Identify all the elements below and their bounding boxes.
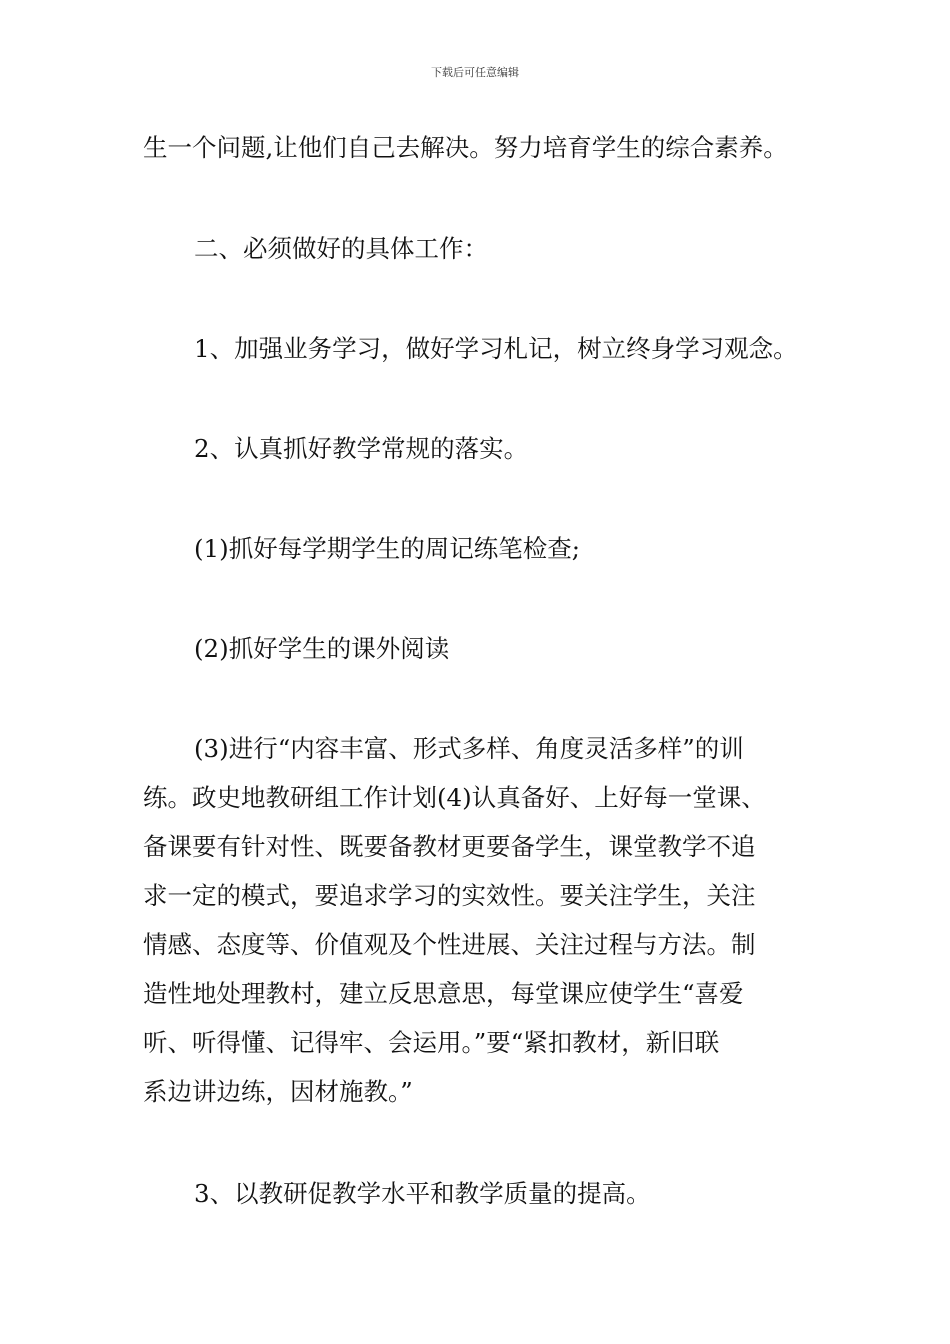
sub-item-1: (1)抓好每学期学生的周记练笔检查;	[194, 534, 580, 563]
paragraph-line: 系边讲边练，因材施教。”	[143, 1077, 413, 1106]
section-heading: 二、必须做好的具体工作：	[194, 234, 488, 263]
paragraph-line: 求一定的模式，要追求学习的实效性。要关注学生，关注	[143, 881, 756, 910]
paragraph-line: 造性地处理教村，建立反思意思，每堂课应使学生“喜爱	[143, 979, 744, 1008]
paragraph-line: 情感、态度等、价值观及个性进展、关注过程与方法。制	[143, 930, 756, 959]
paragraph-line: 听、听得懂、记得牢、会运用。”要“紧扣教材，新旧联	[143, 1028, 720, 1057]
paragraph-line: 备课要有针对性、既要备教材更要备学生，课堂教学不追	[143, 832, 756, 861]
paragraph-line: (3)进行“内容丰富、形式多样、角度灵活多样”的训	[194, 734, 744, 763]
list-item-1: 1、加强业务学习，做好学习札记，树立终身学习观念。	[194, 334, 798, 363]
sub-item-3-paragraph	[143, 724, 813, 1116]
page-header-note: 下载后可任意编辑	[431, 66, 519, 79]
list-item-2: 2、认真抓好教学常规的落实。	[194, 434, 529, 463]
list-item-3: 3、以教研促教学水平和教学质量的提高。	[194, 1179, 651, 1208]
text-line-continuation: 生一个问题,让他们自己去解决。努力培育学生的综合素养。	[143, 133, 788, 162]
sub-item-2: (2)抓好学生的课外阅读	[194, 634, 450, 663]
paragraph-line: 练。政史地教研组工作计划(4)认真备好、上好每一堂课、	[143, 783, 766, 812]
